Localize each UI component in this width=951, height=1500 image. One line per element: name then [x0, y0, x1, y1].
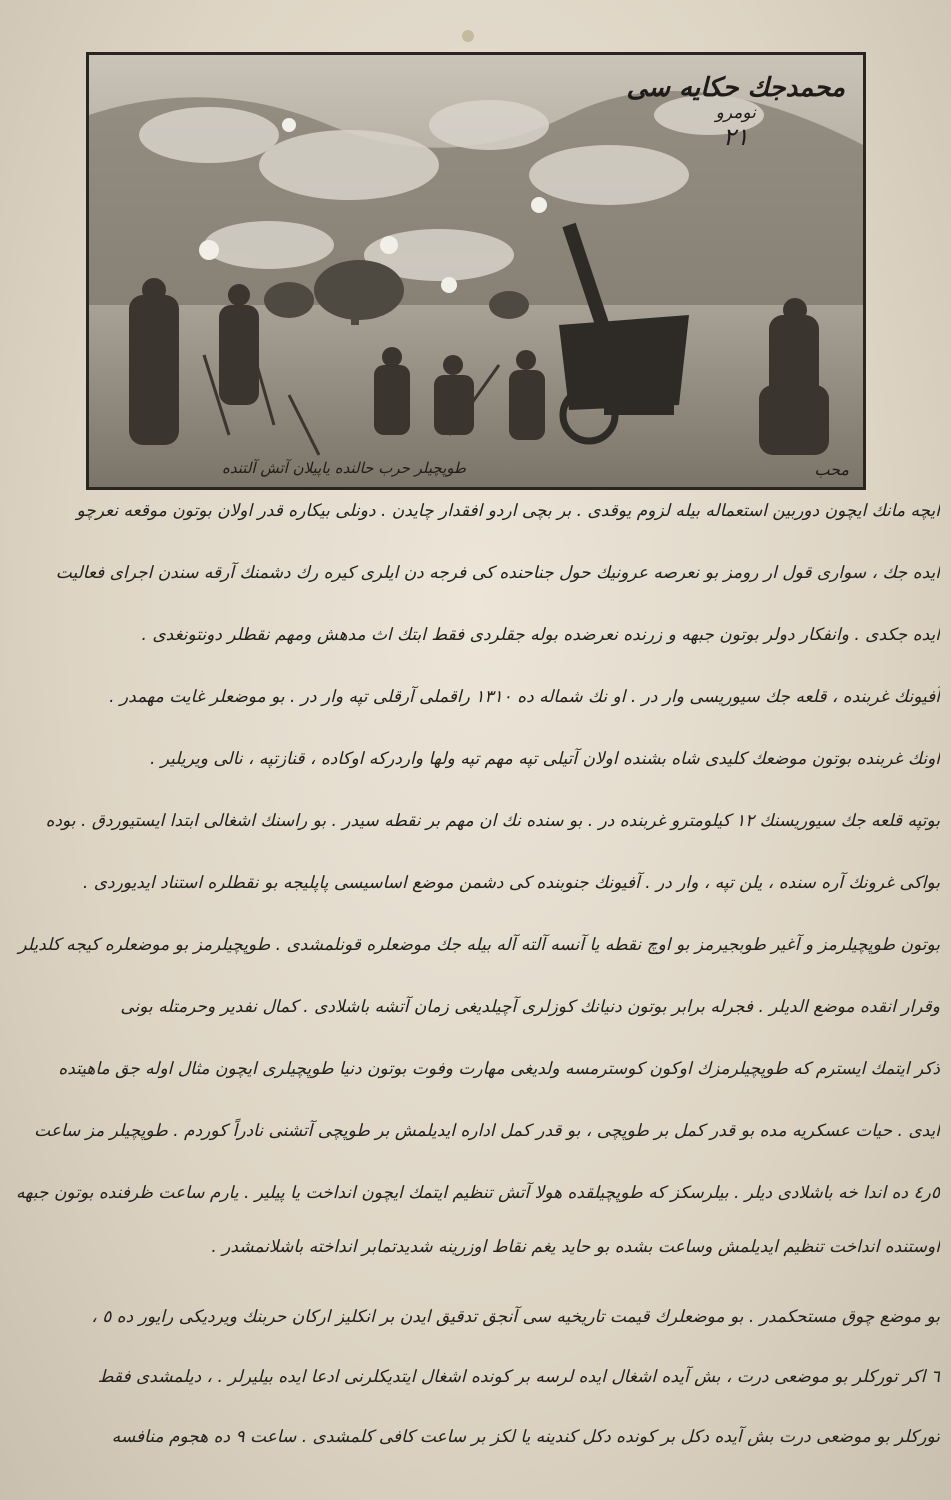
text-line: ٦ اكر توركلر بو موضعى درت ، بش آيده اشغال ايده لرسه بر كونده اشغال ايتديكلرنى ادعا ايده بيليرلر . ، ديلمشدى فقط: [97, 1367, 940, 1387]
text-line: ايده جك ، سوارى قول ار رومز بو نعرصه عرونيك حول جناحنده كى فرجه دن ايلرى كيره رك دشمنك آرقه سندن اجراى فعاليت: [55, 563, 940, 583]
text-line: ايدى . حيات عسكريه مده بو قدر كمل بر طوپچى ، بو قدر كمل اداره ايديلمش بر طوپچى آتشنى نادراً كوردم . طوپچيلر مز ساعت: [34, 1121, 940, 1141]
photo-title: [627, 73, 845, 151]
text-line: ايده جكدى . وانفكار دولر بوتون جبهه و زرنده نعرضده بوله جقلردى فقط ابتك اث مدهش ومهم نقطلر دونتونغدى .: [141, 625, 940, 645]
text-line: بو موضع چوق مستحكمدر . بو موضعلرك قيمت تاريخيه سى آنجق تدقيق ايدن بر انكليز اركان حربنك ويرديكى رايور ده ٥ ،: [91, 1307, 940, 1327]
photo-caption: طوپچيلر حرب حالنده ياپيلان آتش آلتنده: [222, 459, 466, 477]
text-line: ذكر ايتمك ايسترم كه طوپچيلرمزك اوكون كوسترمسه ولديغى مهارت وفوت بوتون دنيا طوپچيلرى ايچون مثال اوله جق ماهيتده: [58, 1059, 940, 1079]
text-line: وقرار انقده موضع الديلر . فجرله برابر بوتون دنيانك كوزلرى آچيلديغى زمان آتشه باشلادى . كمال نفدير وحرمتله بونى: [120, 997, 940, 1017]
stamp-mark: [462, 30, 474, 42]
text-line: اونك غربنده بوتون موضعك كليدى شاه بشنده اولان آتيلى تپه مهم تپه ولها واردركه اوكاده ، قنازتپه ، نالى ويريلير .: [149, 749, 940, 769]
text-line: بواكى غرونك آره سنده ، يلن تپه ، وار در . آفيونك جنوبنده كى دشمن موضع اساسيسى پاپليجه بو نقطلره استناد ايديوردى .: [82, 873, 940, 893]
handwritten-text: [10, 494, 940, 1484]
photo-number: ٢١: [722, 123, 749, 151]
text-line: ايچه مانك ايچون دوربين استعماله بيله لزوم يوقدى . بر بچى اردو افقدار چايدن . دونلى بيكاره قدر اولان بوتون موقعه نعرچو: [76, 501, 940, 521]
battle-photograph: [86, 52, 866, 490]
photo-signature: محب: [814, 460, 849, 479]
text-line: بوتون طوپچيلرمز و آغير طوبجيرمز بو اوچ نقطه يا آنسه آلته آله بيله جك موضعلره قونلمشدى . طوپچيلرمز بو موضعلره كيجه كلديلر: [18, 935, 940, 955]
photo-number-label: نومرو: [715, 103, 756, 123]
text-line: اوستنده انداخت تنظيم ايديلمش وساعت بشده بو حايد يغم نقاط اوزرينه شديدتمابر انداخته باشلانمشدر .: [211, 1237, 940, 1257]
text-line: بوتپه قلعه جك سيوريسنك ١٢ كيلومترو غربنده در . بو سنده نك ان مهم بر نقطه سيدر . بو راسنك اشغالى ابتدا ايستيوردق . بوده: [45, 811, 940, 831]
photo-title-text: محمدجك حكايه سى: [626, 73, 845, 103]
text-line: آفيونك غربنده ، قلعه جك سيوريسى وار در . او نك شماله ده ١٣١٠ راقملى آرقلى تپه وار در . بو موضعلر غايت مهمدر .: [109, 687, 940, 707]
text-line: توركلر بو موضعى درت بش آيده دكل بر كونده دكل كندينه يا لكز بر ساعت كافى كلمشدى . ساعت ٩ ده هجوم منافسه: [111, 1427, 940, 1447]
text-line: ٥ر٤ ده اندا خه باشلادى ديلر . بيلرسكز كه طوپچيلقده هولا آتش تنظيم ايتمك ايچون انداخت يا پيلير . يارم ساعت ظرفنده بوتون جبهه: [15, 1183, 940, 1203]
